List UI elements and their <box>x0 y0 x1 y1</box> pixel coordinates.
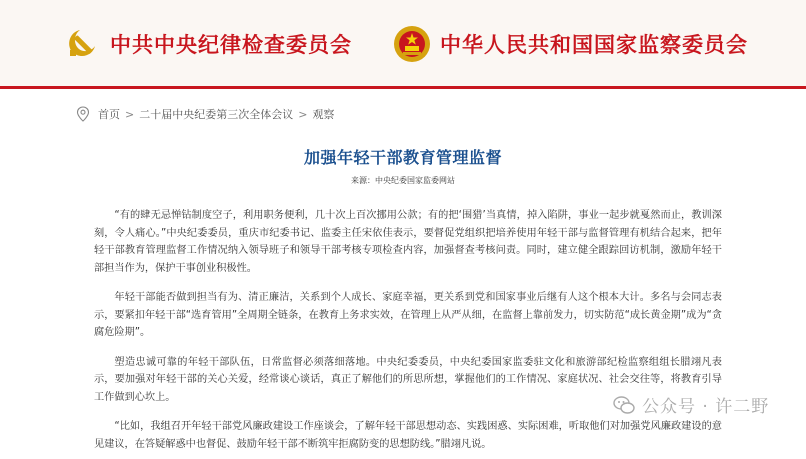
breadcrumb-current[interactable]: 观察 <box>312 108 335 121</box>
breadcrumb-home[interactable]: 首页 <box>98 108 120 121</box>
article-paragraph: 年轻干部能否做到担当有为、清正廉洁，关系到个人成长、家庭幸福，更关系到党和国家事业后继有人这个根本大计。多名与会同志表示，要紧扣年轻干部“选育管用”全周期全链条，在教育上务求实效，在管理上从严从细，在监督上靠前发力，切实防范“成长黄金期”成为“贪腐危险期”。 <box>94 292 722 338</box>
cpc-ccdi-logo-link[interactable] <box>62 24 352 64</box>
article-paragraph: “有的肆无忌惮钻制度空子，利用职务便利，几十次上百次挪用公款；有的把‘围猎’当真情，掉入陷阱，事业一起步就戛然而止，教训深刻，令人痛心。”中央纪委委员，重庆市纪委书记、监委主任宋依佳表示，要督促党组织把培养使用年轻干部与监督管理有机结合起来，把年轻干部教育管理监督工作情况纳入领导班子和领导干部考核专项检查内容，加强督查考核问责。同时，建立健全跟踪回访机制，激励年轻干部担当作为，保护干事创业积极性。 <box>94 210 722 274</box>
article-body <box>94 207 722 459</box>
article-paragraph: 塑造忠诚可靠的年轻干部队伍，日常监督必须落细落地。中央纪委委员，中央纪委国家监委驻文化和旅游部纪检监察组组长腊翊凡表示，要加强对年轻干部的关心关爱，经常谈心谈话，真正了解他们的所思所想，掌握他们的工作情况、家庭状况、社会交往等，将教育引导工作做到心坎上。 <box>94 356 722 403</box>
nsc-logo-link[interactable] <box>392 24 748 64</box>
breadcrumb-separator: > <box>125 107 135 121</box>
article-source: 来源：中央纪委国家监委网站 <box>351 176 455 185</box>
nsc-name: 中华人民共和国国家监察委员会 <box>440 32 748 57</box>
article-paragraph: “比如，我组召开年轻干部党风廉政建设工作座谈会，了解年轻干部思想动态、实践困惑、实际困难，听取他们对加强党风廉政建设的意见建议，在答疑解惑中也督促、鼓励年轻干部不断筑牢拒腐防变的思想防线。”腊翊凡说。 <box>94 421 722 450</box>
hammer-sickle-icon <box>62 24 102 64</box>
header-divider <box>0 86 806 89</box>
breadcrumb <box>76 106 334 122</box>
watermark-text: 公众号 · 许二野 <box>642 397 770 417</box>
breadcrumb-section[interactable]: 二十届中央纪委第三次全体会议 <box>139 108 294 121</box>
wechat-watermark <box>612 392 769 417</box>
site-header <box>0 0 806 86</box>
location-pin-icon <box>76 106 90 122</box>
ccdi-name: 中共中央纪律检查委员会 <box>110 32 352 57</box>
article-title: 加强年轻干部教育管理监督 <box>303 148 502 167</box>
breadcrumb-separator: > <box>298 107 308 121</box>
national-emblem-icon <box>392 24 432 64</box>
wechat-icon <box>612 393 636 417</box>
